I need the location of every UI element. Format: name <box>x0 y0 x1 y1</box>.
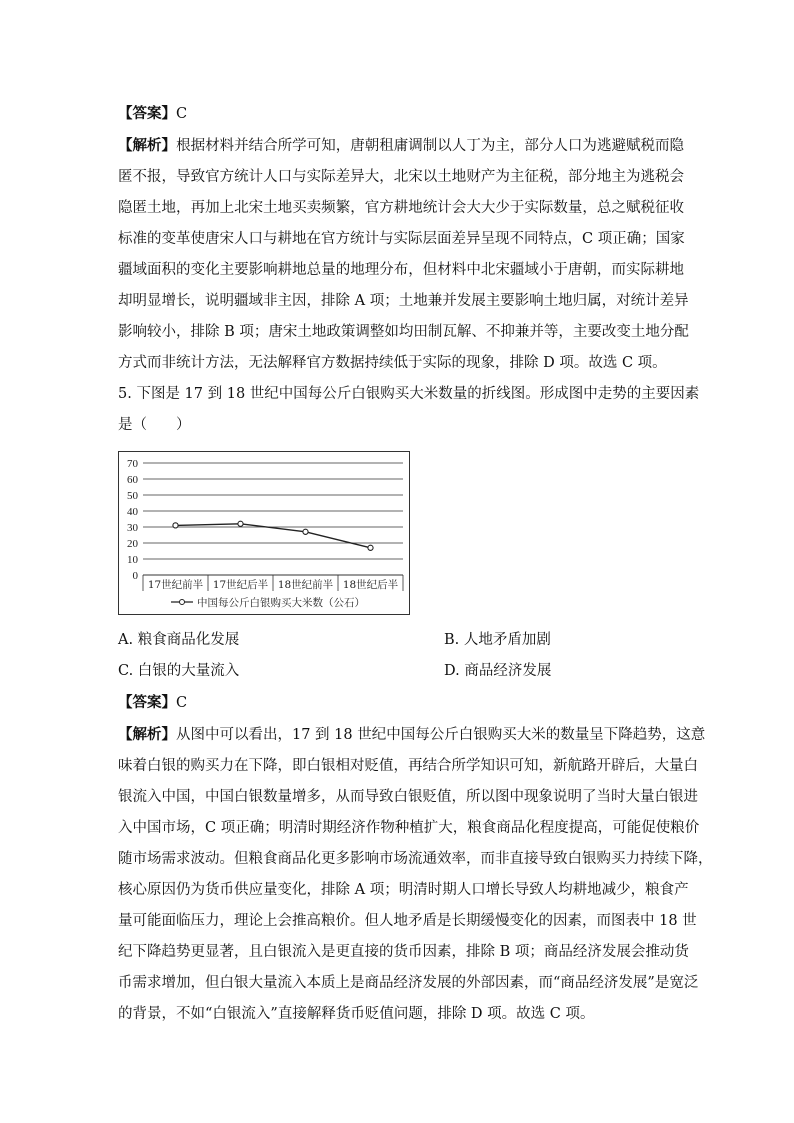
q5-stem: 是（ ） <box>118 417 191 433</box>
y-tick-label: 40 <box>127 506 138 518</box>
q4-answer-label: 【答案】 <box>118 105 176 122</box>
y-tick-label: 70 <box>127 458 138 470</box>
q4-analysis-label: 【解析】 <box>118 137 177 154</box>
q5-analysis-line: 量可能面临压力，理论上会推高粮价。但人地矛盾是长期缓慢变化的因素，而图表中 18 世 <box>118 913 697 929</box>
legend-label: 中国每公斤白银购买大米数（公石） <box>197 597 365 609</box>
y-tick-label: 30 <box>127 522 138 534</box>
data-point <box>368 545 373 550</box>
q5-answer-label: 【答案】 <box>118 694 176 711</box>
q4-analysis-line: 却明显增长，说明疆域非主因，排除 A 项；土地兼并发展主要影响土地归属，对统计差异 <box>118 293 689 309</box>
silver-rice-line-chart <box>118 451 410 615</box>
q4-analysis-line: 方式而非统计方法，无法解释官方数据持续低于实际的现象，排除 D 项。故选 C 项。 <box>118 355 667 371</box>
x-tick-label: 18世纪后半 <box>342 579 399 591</box>
q5-analysis-line: 随市场需求波动。但粮食商品化更多影响市场流通效率，而非直接导致白银购买力持续下降， <box>118 851 713 867</box>
q4-analysis-line: 标准的变革使唐宋人口与耕地在官方统计与实际层面差异呈现不同特点，C 项正确；国家 <box>118 231 685 247</box>
legend-marker <box>180 600 185 605</box>
q4-analysis-line: 隐匿土地，再加上北宋土地买卖频繁，官方耕地统计会大大少于实际数量，总之赋税征收 <box>118 200 684 216</box>
q5-analysis-line: 【解析】从图中可以看出，17 到 18 世纪中国每公斤白银购买大米的数量呈下降趋势，这意 <box>118 726 706 743</box>
y-tick-label: 50 <box>127 490 138 502</box>
option-c[interactable]: C. 白银的大量流入 <box>118 663 240 679</box>
x-tick-label: 17世纪前半 <box>147 579 204 591</box>
q4-answer <box>118 98 684 130</box>
data-point <box>303 529 308 534</box>
q5-stem: 5. 下图是 17 到 18 世纪中国每公斤白银购买大米数量的折线图。形成图中走势的主要因素 <box>118 386 700 402</box>
y-tick-label: 20 <box>127 538 138 550</box>
q4-analysis-line: 疆域面积的变化主要影响耕地总量的地理分布，但材料中北宋疆域小于唐朝，而实际耕地 <box>118 262 684 278</box>
chart-svg <box>119 452 409 614</box>
y-tick-label: 10 <box>127 554 138 566</box>
q4-analysis-line: 影响较小，排除 B 项；唐宋土地政策调整如均田制瓦解、不抑兼并等，主要改变土地分配 <box>118 324 689 340</box>
q5-options <box>118 625 684 687</box>
x-tick-label: 18世纪前半 <box>277 579 334 591</box>
q5-analysis-label: 【解析】 <box>118 726 176 743</box>
y-tick-label: 0 <box>132 570 138 582</box>
q4-analysis-line: 【解析】根据材料并结合所学可知，唐朝租庸调制以人丁为主，部分人口为逃避赋税而隐 <box>118 137 685 154</box>
q5-answer <box>118 687 684 719</box>
data-point <box>238 521 243 526</box>
q5-answer-value: C <box>176 695 188 711</box>
data-point <box>173 523 178 528</box>
q5-analysis-line: 银流入中国，中国白银数量增多，从而导致白银贬值，所以图中现象说明了当时大量白银进 <box>118 789 698 805</box>
option-a[interactable]: A. 粮食商品化发展 <box>118 632 240 648</box>
option-b[interactable]: B. 人地矛盾加剧 <box>444 632 551 648</box>
x-tick-label: 17世纪后半 <box>212 579 269 591</box>
y-tick-label: 60 <box>127 474 138 486</box>
q5-analysis-line: 的背景，不如“白银流入”直接解释货币贬值问题，排除 D 项。故选 C 项。 <box>118 1006 595 1022</box>
q5-analysis-line: 币需求增加，但白银大量流入本质上是商品经济发展的外部因素，而“商品经济发展”是宽泛 <box>118 975 699 991</box>
page-content <box>118 98 713 1030</box>
q5-analysis-line: 味着白银的购买力在下降，即白银相对贬值，再结合所学知识可知，新航路开辟后，大量白 <box>118 758 698 774</box>
q4-analysis-line: 匿不报，导致官方统计人口与实际差异大，北宋以土地财产为主征税，部分地主为逃税会 <box>118 169 684 185</box>
q5-analysis-line: 纪下降趋势更显著，且白银流入是更直接的货币因素，排除 B 项；商品经济发展会推动货 <box>118 944 689 960</box>
q5-analysis-line: 入中国市场，C 项正确；明清时期经济作物种植扩大，粮食商品化程度提高，可能促使粮价 <box>118 820 700 836</box>
q5-analysis-line: 核心原因仍为货币供应量变化，排除 A 项；明清时期人口增长导致人均耕地减少，粮食产 <box>118 882 689 898</box>
option-d[interactable]: D. 商品经济发展 <box>444 663 552 679</box>
q4-answer-value: C <box>176 106 188 122</box>
